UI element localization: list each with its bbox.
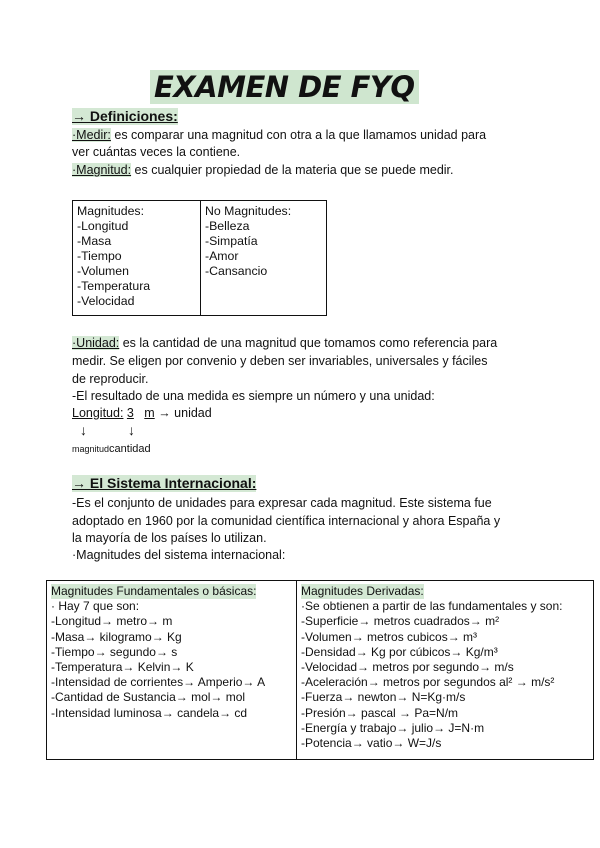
list-item: ·Se obtienen a partir de las fundamentales y son: (301, 599, 563, 614)
list-item: -Intensidad luminosa→ candela→ cd (51, 705, 248, 720)
list-item: -Temperatura (77, 279, 151, 293)
list-item: -Intensidad de corrientes→ Amperio→ A (51, 675, 266, 690)
section-heading-sistema-internacional: → El Sistema Internacional: (72, 475, 257, 491)
list-item: -Presión→ pascal → Pa=N/m (301, 705, 459, 720)
list-item: -Fuerza→ newton→ N=Kg·m/s (301, 690, 466, 705)
unidad-definition (72, 335, 497, 352)
list-item: -Velocidad→ metros por segundo→ m/s (301, 660, 514, 675)
magnitud-def: es cualquier propiedad de la materia que se puede medir. (131, 163, 454, 177)
list-item: -Masa→ kilogramo→ Kg (51, 629, 182, 644)
fundamentales-column (47, 581, 297, 760)
magnitud-term: ·Magnitud: (72, 163, 132, 177)
si-magnitudes-table (46, 580, 594, 760)
unidad-term: ·Unidad: (72, 336, 120, 350)
derivadas-column (297, 581, 594, 760)
magnitud-definition (72, 162, 454, 179)
list-item: -Velocidad (77, 294, 135, 308)
list-item: -Simpatía (205, 234, 258, 248)
list-item: -Volumen (77, 264, 129, 278)
list-item: -Densidad→ Kg por cúbicos→ Kg/m³ (301, 644, 498, 659)
medida-statement: -El resultado de una medida es siempre un número y una unidad: (72, 389, 435, 403)
label-magnitud: magnitud (72, 444, 110, 454)
medir-term: ·Medir: (72, 128, 111, 142)
unidad-def-line2: medir. Se eligen por convenio y deben ser invariables, universales y fáciles (72, 354, 488, 368)
no-magnitudes-column (201, 201, 327, 316)
down-arrow-icon: ↓ (128, 422, 135, 438)
list-item: -Cansancio (205, 264, 268, 278)
measure-example (72, 405, 212, 422)
medir-def-line2: ver cuántas veces la contiene. (72, 145, 241, 159)
example-unit-label: → unidad (158, 406, 212, 420)
list-item: -Longitud (77, 219, 129, 233)
list-item: -Temperatura→ Kelvin→ K (51, 660, 194, 675)
unidad-def-line3: de reproducir. (72, 372, 149, 386)
si-line3: la mayoría de los países lo utilizan. (72, 531, 267, 545)
unidad-def-line1: es la cantidad de una magnitud que tomamos como referencia para (119, 336, 498, 350)
list-item: -Masa (77, 234, 112, 248)
list-item: -Amor (205, 249, 239, 263)
si-line4: ·Magnitudes del sistema internacional: (72, 548, 286, 562)
list-item: -Longitud→ metro→ m (51, 614, 173, 629)
list-item: -Cantidad de Sustancia→ mol→ mol (51, 690, 246, 705)
page-title: EXAMEN DE FYQ (150, 70, 419, 104)
list-item: · Hay 7 que son: (51, 599, 140, 614)
list-item: -Aceleración→ metros por segundos al² → m/s² (301, 675, 555, 690)
list-item: -Belleza (205, 219, 250, 233)
magnitudes-header: Magnitudes: (77, 204, 144, 218)
list-item: -Volumen→ metros cubicos→ m³ (301, 629, 478, 644)
magnitudes-table (72, 200, 327, 316)
example-labels (72, 440, 151, 458)
list-item: -Energía y trabajo→ julio→ J=N·m (301, 720, 485, 735)
si-line2: adoptado en 1960 por la comunidad científica internacional y ahora España y (72, 514, 501, 528)
si-line1: -Es el conjunto de unidades para expresar cada magnitud. Este sistema fue (72, 496, 492, 510)
list-item: -Tiempo→ segundo→ s (51, 644, 178, 659)
down-arrow-icon: ↓ (80, 422, 87, 438)
magnitudes-column (73, 201, 201, 316)
list-item: -Tiempo (77, 249, 122, 263)
medir-def-line1: es comparar una magnitud con otra a la que llamamos unidad para (110, 128, 487, 142)
example-number: 3 (126, 406, 134, 420)
label-cantidad: cantidad (109, 443, 151, 455)
derivadas-header: Magnitudes Derivadas: (301, 584, 424, 598)
example-magnitude: Longitud: (72, 406, 124, 420)
medir-definition (72, 127, 486, 144)
fundamentales-header: Magnitudes Fundamentales o básicas: (51, 584, 257, 598)
no-magnitudes-header: No Magnitudes: (205, 204, 292, 218)
section-heading-definiciones: → Definiciones: (72, 108, 178, 124)
example-unit: m (144, 406, 155, 420)
list-item: -Superficie→ metros cuadrados→ m² (301, 614, 500, 629)
list-item: -Potencia→ vatio→ W=J/s (301, 736, 442, 751)
